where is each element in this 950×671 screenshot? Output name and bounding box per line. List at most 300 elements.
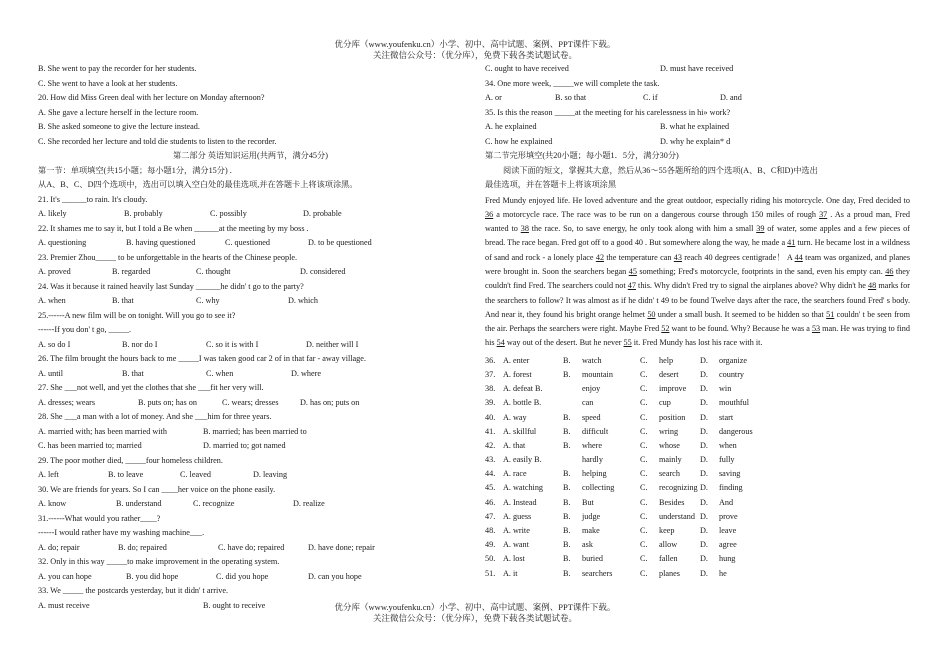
option-text: C. [640, 497, 648, 507]
option-text: B. [563, 554, 571, 564]
option-text: B. do; repaired [118, 542, 167, 552]
option-text: helping [582, 469, 607, 479]
option-text: B. [563, 440, 571, 450]
option-text: B. [563, 526, 571, 536]
option-text: C. [640, 426, 648, 436]
option-text: keep [659, 526, 675, 536]
line-text: 第二部分 英语知识运用(共两节，满分45分) [173, 151, 328, 160]
option-row [485, 439, 910, 453]
blank-number: 55 [623, 338, 632, 348]
text-line [485, 106, 910, 121]
option-row [485, 368, 910, 382]
option-text: D. must have received [660, 64, 734, 73]
option-text: improve [659, 384, 687, 394]
text-line [38, 265, 463, 280]
option-text: B. [563, 497, 571, 507]
option-text: B. [563, 369, 571, 379]
option-text: C. leaved [180, 470, 211, 479]
option-text: A. way [503, 412, 527, 422]
text-line [38, 483, 463, 498]
text-line [38, 222, 463, 237]
question-number: 42. [485, 440, 496, 450]
option-row [485, 354, 910, 368]
line-text: 33. We _____ the postcards yesterday, but it didn' t arrive. [38, 586, 228, 595]
option-text: D. [700, 455, 708, 465]
option-text: C. questioned [225, 238, 271, 247]
passage-text: man. He was trying to find his [485, 324, 910, 348]
line-text: 阅读下面的短文，掌握其大意，然后从36〜55各题所给的四个选项(A、B、C和D)中选出 [503, 165, 818, 175]
option-text: A. forest [503, 369, 532, 379]
option-text: C. ought to have received [485, 64, 569, 73]
passage-text: the temperature can [604, 252, 674, 262]
text-line [38, 135, 463, 150]
text-line [485, 164, 910, 179]
option-text: when [719, 440, 737, 450]
option-text: B. understand [116, 499, 162, 508]
option-text: A. that [503, 440, 526, 450]
option-text: A. defeat B. [503, 384, 543, 394]
option-text: country [719, 369, 745, 379]
passage-text: turn. He became lost in a wildness of sand and rock - a lonely place [485, 238, 910, 262]
blank-number: 50 [647, 309, 656, 319]
option-text: Besides [659, 497, 685, 507]
option-text: D. realize [293, 499, 325, 508]
line-text: 第二节完形填空(共20小题；每小题1．5分，满分30分) [485, 151, 679, 160]
passage-text: it. Fred Mundy has lost his race with it. [631, 338, 763, 348]
option-text: C. [640, 440, 648, 450]
option-text: organize [719, 355, 748, 365]
blank-number: 42 [595, 252, 605, 262]
text-line [38, 120, 463, 135]
option-text: B. that [112, 296, 134, 305]
page-header [0, 39, 950, 61]
option-text: D. [700, 440, 708, 450]
option-text: C. if [643, 93, 658, 102]
option-text: B. [563, 355, 571, 365]
option-text: B. [563, 568, 571, 578]
option-text: win [719, 384, 732, 394]
option-text: D. married to; got named [203, 441, 286, 450]
option-text: A. race [503, 469, 527, 479]
text-line [485, 135, 910, 150]
text-line [38, 454, 463, 469]
text-line [485, 149, 910, 164]
blank-number: 51 [826, 309, 835, 319]
question-number: 44. [485, 469, 496, 479]
footer-line-2: 关注微信公众号：（优分库），免费下载各类试题试卷。 [372, 613, 577, 623]
option-text: B. married; has been married to [203, 426, 307, 436]
option-text: D. [700, 398, 708, 408]
blank-number: 54 [496, 338, 505, 348]
blank-number: 45 [628, 266, 637, 276]
option-text: A. know [38, 499, 67, 508]
option-text: saving [719, 469, 741, 479]
question-number: 37. [485, 369, 496, 379]
text-line [38, 62, 463, 77]
text-line [38, 236, 463, 251]
text-line [38, 77, 463, 92]
option-text: C. possibly [210, 209, 247, 218]
option-text: A. easily B. [503, 455, 542, 465]
option-text: searchers [582, 568, 613, 578]
text-line [485, 91, 910, 106]
footer-line-1: 优分库（www.youfenku.cn）小学、初中、高中试题、案例、PPT课件下载。 [334, 602, 616, 612]
option-text: make [582, 526, 600, 536]
option-text: C. [640, 554, 648, 564]
option-text: A. lost [503, 554, 525, 564]
line-text: 24. Was it because it rained heavily last Sunday ______he didn' t go to the party? [38, 281, 304, 291]
option-text: C. so it is with I [206, 339, 259, 349]
option-text: prove [719, 511, 738, 521]
text-line [38, 512, 463, 527]
line-text: 20. How did Miss Green deal with her lecture on Monday afternoon? [38, 93, 265, 102]
option-text: B. [563, 469, 571, 479]
option-text: B. [563, 426, 571, 436]
option-text: C. has been married to; married [38, 441, 142, 450]
option-text: C. [640, 526, 648, 536]
option-row [485, 453, 910, 467]
option-row [485, 396, 910, 410]
cloze-options [485, 354, 910, 581]
option-text: hung [719, 554, 736, 564]
passage-text: reach 40 degrees centigrade！ A [681, 252, 795, 262]
option-text: B. ought to receive [203, 600, 266, 610]
line-text: ------If you don' t go, _____. [38, 325, 132, 334]
text-line [38, 526, 463, 541]
option-text: whose [659, 440, 680, 450]
line-text: ------I would rather have my washing machine___. [38, 528, 205, 537]
line-text: A. She gave a lecture herself in the lecture room. [38, 107, 199, 117]
left-column [38, 62, 463, 613]
passage-text: they couldn't find Fred. The searchers could not [485, 266, 910, 291]
option-text: D. [700, 426, 708, 436]
blank-number: 37 [819, 209, 828, 219]
text-line [38, 323, 463, 338]
option-text: And [719, 497, 734, 507]
option-row [485, 538, 910, 552]
option-text: C. [640, 455, 648, 465]
blank-number: 36 [485, 209, 494, 219]
option-text: wring [659, 426, 679, 436]
passage-text: couldn' t be seen from the air. Perhaps the searchers were right. Maybe Fred [485, 309, 910, 334]
option-text: D. [700, 540, 708, 550]
text-line [38, 468, 463, 483]
option-text: ask [582, 540, 593, 550]
blank-number: 47 [627, 281, 636, 291]
option-text: D. [700, 483, 708, 493]
right-column [485, 62, 910, 581]
option-text: B. puts on; has on [138, 397, 197, 407]
option-text: C. did you hope [216, 571, 269, 581]
option-text: A. Instead [503, 497, 537, 507]
option-text: A. questioning [38, 238, 87, 247]
passage-text: of water, some apples and a few pieces of bread. The race began. Fred got off to a good 40 . But somewhere along the way, he made a [485, 224, 910, 248]
option-text: cup [659, 398, 671, 408]
option-text: C. [640, 412, 648, 422]
line-text: 21. It's ______to rain. It's cloudy. [38, 194, 148, 204]
line-text: 34. One more week, _____we will complete the task. [485, 78, 660, 88]
line-text: 第一节：单项填空(共15小题；每小题1分，满分15分) . [38, 165, 232, 175]
option-text: mouthful [719, 398, 750, 408]
blank-number: 41 [787, 238, 796, 248]
option-text: B. so that [555, 93, 587, 102]
line-text: C. She went to have a look at her students. [38, 78, 178, 88]
option-row [485, 524, 910, 538]
option-text: C. [640, 355, 648, 365]
line-text: 22. It shames me to say it, but I told a Be when ______at the meeting by my boss . [38, 223, 309, 233]
option-text: fallen [659, 554, 678, 564]
option-text: D. neither will I [306, 339, 359, 349]
passage-text: something; Fred's motorcycle, footprints in the sand, even his empty can. [636, 266, 886, 276]
option-text: dangerous [719, 426, 753, 436]
text-line [38, 439, 463, 454]
option-text: D. [700, 355, 708, 365]
option-text: C. [640, 469, 648, 479]
text-line [38, 91, 463, 106]
option-text: B. nor do I [122, 339, 158, 349]
question-number: 38. [485, 384, 496, 394]
blank-number: 53 [811, 324, 821, 334]
text-line [38, 425, 463, 440]
option-text: can [582, 398, 594, 408]
option-row [485, 552, 910, 566]
option-row [485, 567, 910, 581]
line-text: 26. The film brought the hours back to me _____I was taken good car 2 of in that far - away village. [38, 354, 366, 363]
line-text: 最佳选项，并在答题卡上将该项涂黑 [485, 180, 617, 189]
option-text: D. [700, 384, 708, 394]
option-row [485, 467, 910, 481]
option-text: A. so do I [38, 339, 71, 349]
option-text: D. why he explain* d [660, 136, 731, 146]
option-text: A. guess [503, 511, 532, 521]
text-line [485, 120, 910, 135]
option-text: B. that [122, 368, 144, 378]
text-line [38, 396, 463, 411]
option-text: A. until [38, 368, 64, 378]
option-text: B. what he explained [660, 122, 730, 131]
passage-text: team was organized, and planes were brought in. Soon the searchers began [485, 252, 911, 276]
passage-text: the race. So, to save energy, he only took along with him a small [528, 224, 757, 234]
option-text: D. leaving [253, 470, 288, 479]
text-line [38, 280, 463, 295]
line-text: C. She recorded her lecture and told die students to listen to the recorder. [38, 136, 277, 146]
option-text: A. left [38, 470, 59, 479]
option-row [485, 382, 910, 396]
option-text: D. [700, 526, 708, 536]
text-line [38, 251, 463, 266]
text-line [38, 294, 463, 309]
option-text: difficult [582, 426, 609, 436]
question-number: 48. [485, 526, 496, 536]
option-text: A. when [38, 296, 66, 305]
option-text: B. to leave [108, 470, 144, 479]
blank-number: 38 [520, 224, 529, 234]
question-number: 49. [485, 540, 496, 550]
question-number: 41. [485, 426, 496, 436]
text-line [38, 555, 463, 570]
text-line [38, 309, 463, 324]
option-text: fully [719, 455, 735, 465]
line-text: 从A、B、C、D四个选项中，选出可以填入空白处的最佳选项,并在答题卡上将该项涂黑。 [38, 180, 358, 189]
option-text: help [659, 355, 674, 365]
option-text: C. when [206, 368, 234, 378]
line-text: 25.------A new film will be on tonight. Will you go to see it? [38, 310, 236, 320]
option-text: A. bottle B. [503, 398, 542, 408]
option-text: A. enter [503, 355, 530, 365]
option-text: D. probable [303, 209, 342, 218]
text-line [38, 164, 463, 179]
blank-number: 44 [794, 252, 803, 262]
header-line-1: 优分库（www.youfenku.cn）小学、初中、高中试题、案例、PPT课件下载。 [334, 39, 616, 49]
option-text: D. where [291, 368, 322, 378]
option-text: D. have done; repair [308, 542, 375, 552]
text-line [38, 541, 463, 556]
option-text: D. [700, 369, 708, 379]
option-text: allow [659, 540, 678, 550]
option-text: A. do; repair [38, 542, 80, 552]
text-line [485, 62, 910, 77]
text-line [38, 367, 463, 382]
option-text: speed [582, 412, 601, 422]
question-number: 36. [485, 355, 496, 365]
passage-text: . As a proud man, Fred wanted to [485, 209, 910, 234]
option-text: enjoy [582, 384, 601, 394]
option-text: B. regarded [112, 267, 151, 276]
passage-text: want to be found. Why? Because he was a [669, 324, 812, 334]
page-footer [0, 602, 950, 624]
option-text: D. to be questioned [308, 238, 372, 247]
line-text: 32. Only in this way _____to make improvement in the operating system. [38, 557, 280, 566]
option-text: B. [563, 412, 571, 422]
option-text: C. [640, 483, 648, 493]
question-number: 43. [485, 455, 496, 465]
option-text: A. he explained [485, 122, 537, 131]
option-text: But [582, 497, 594, 507]
line-text: 27. She ___not well, and yet the clothes that she ___fit her very will. [38, 383, 264, 392]
text-line [38, 570, 463, 585]
option-text: C. why [196, 296, 220, 305]
passage-text: Fred Mundy enjoyed life. He loved adventure and the great outdoor, especially riding his motorcycle. One day, Fred decided to [485, 195, 910, 205]
option-text: A. proved [38, 267, 71, 276]
option-row [485, 496, 910, 510]
option-row [485, 411, 910, 425]
option-text: D. considered [300, 267, 346, 276]
option-text: C. [640, 511, 648, 521]
question-number: 50. [485, 554, 496, 564]
option-text: C. [640, 568, 648, 578]
text-line [38, 193, 463, 208]
option-text: understand [659, 511, 695, 521]
text-line [38, 381, 463, 396]
option-text: recognizing [659, 483, 698, 493]
option-text: D. [700, 568, 708, 578]
text-line [38, 584, 463, 599]
option-text: leave [719, 526, 737, 536]
text-line [38, 178, 463, 193]
option-text: D. [700, 497, 708, 507]
option-text: A. likely [38, 209, 67, 218]
line-text: 35. Is this the reason _____at the meeting for his carelessness in hi» work? [485, 107, 731, 117]
passage-text: way out of the desert. But he never [504, 338, 624, 348]
right-top-lines [485, 62, 910, 193]
option-text: C. how he explained [485, 136, 553, 146]
option-text: watch [582, 355, 602, 365]
option-text: where [582, 440, 603, 450]
question-number: 51. [485, 568, 496, 578]
text-line [38, 149, 463, 164]
option-text: hardly [582, 455, 603, 465]
option-text: C. [640, 398, 648, 408]
option-row [485, 425, 910, 439]
option-text: A. married with; has been married with [38, 426, 167, 436]
option-text: B. [563, 540, 571, 550]
option-text: C. [640, 540, 648, 550]
cloze-passage [485, 194, 910, 351]
option-text: he [719, 568, 727, 578]
option-text: D. and [720, 93, 742, 102]
option-text: C. thought [196, 267, 231, 276]
line-text: B. She asked someone to give the lecture instead. [38, 122, 200, 131]
option-text: D. [700, 469, 708, 479]
text-line [38, 410, 463, 425]
option-text: search [659, 469, 680, 479]
text-line [38, 207, 463, 222]
option-text: finding [719, 483, 743, 493]
option-text: C. have do; repaired [218, 542, 285, 552]
option-text: A. you can hope [38, 571, 92, 581]
blank-number: 48 [868, 281, 877, 291]
line-text: 29. The poor mother died, _____four homeless children. [38, 455, 223, 465]
option-text: judge [582, 511, 601, 521]
question-number: 40. [485, 412, 496, 422]
option-text: B. [563, 511, 571, 521]
option-text: B. [563, 483, 571, 493]
option-text: A. it [503, 568, 518, 578]
option-text: A. want [503, 540, 529, 550]
option-text: A. write [503, 526, 530, 536]
option-text: buried [582, 554, 603, 564]
line-text: 31.------What would you rather____? [38, 513, 161, 523]
text-line [38, 106, 463, 121]
option-text: position [659, 412, 686, 422]
option-row [485, 481, 910, 495]
option-text: planes [659, 568, 680, 578]
blank-number: 52 [661, 324, 670, 334]
option-text: A. skillful [503, 426, 537, 436]
option-text: B. having questioned [126, 238, 196, 247]
option-text: A. or [485, 93, 502, 102]
text-line [485, 77, 910, 92]
option-text: C. [640, 369, 648, 379]
text-line [38, 352, 463, 367]
blank-number: 39 [756, 224, 765, 234]
line-text: 30. We are friends for years. So I can ____her voice on the phone easily. [38, 484, 276, 494]
option-text: collecting [582, 483, 615, 493]
header-line-2: 关注微信公众号：（优分库），免费下载各类试题试卷。 [372, 50, 577, 60]
option-text: A. watching [503, 483, 544, 493]
option-text: mountain [582, 369, 613, 379]
option-row [485, 510, 910, 524]
text-line [485, 178, 910, 193]
line-text: B. She went to pay the recorder for her students. [38, 64, 197, 73]
passage-text: this. Why didn't Fred try to signal the airplanes above? Why didn't he [635, 281, 869, 291]
option-text: B. probably [124, 209, 163, 218]
option-text: D. can you hope [308, 571, 362, 581]
option-text: start [719, 412, 734, 422]
option-text: B. you did hope [126, 571, 179, 581]
option-text: D. [700, 554, 708, 564]
line-text: 23. Premier Zhou_____ to be unforgettable in the hearts of the Chinese people. [38, 252, 298, 262]
